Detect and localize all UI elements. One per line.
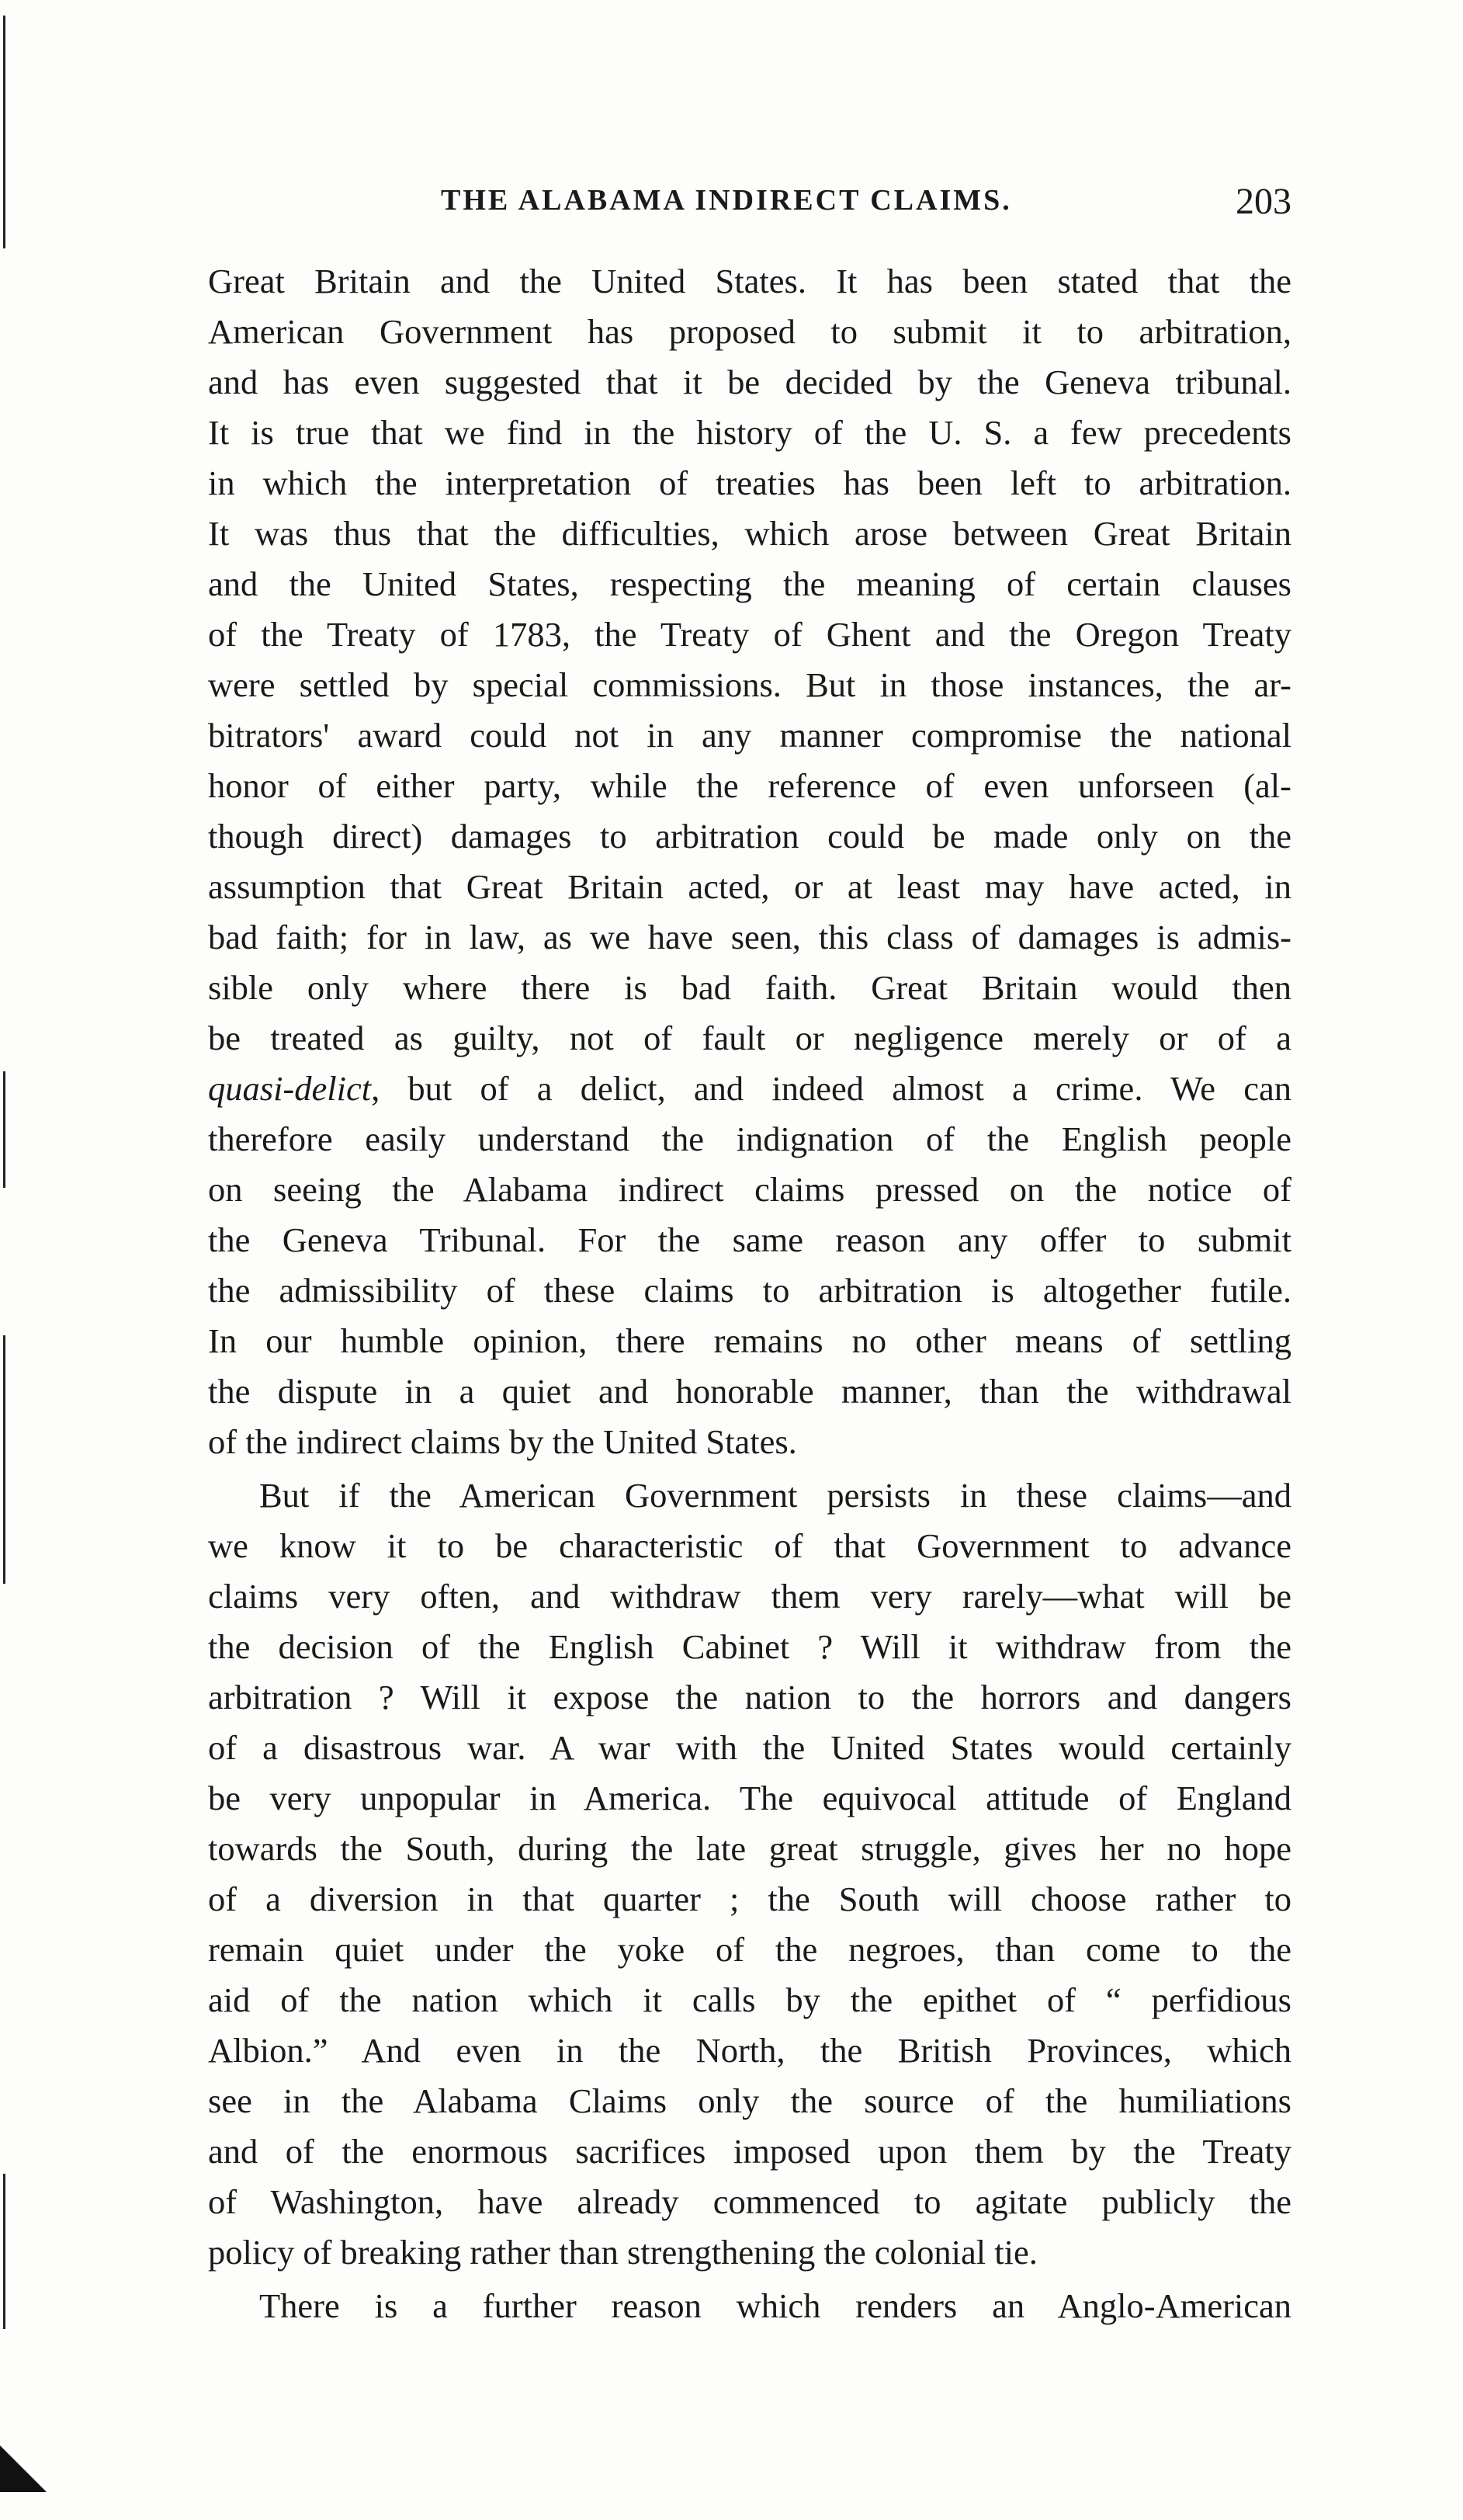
text-line: of a diversion in that quarter ; the South will choose rather to bbox=[208, 1880, 1291, 1918]
text-line: honor of either party, while the reference of even unforseen (al- bbox=[208, 766, 1291, 805]
text-line: bitrators' award could not in any manner compromise the national bbox=[208, 716, 1291, 755]
text-line: of Washington, have already commenced to agitate publicly the bbox=[208, 2182, 1291, 2221]
text-line: the dispute in a quiet and honorable manner, than the withdrawal bbox=[208, 1372, 1291, 1411]
text-line: in which the interpretation of treaties has been left to arbitration. bbox=[208, 463, 1291, 502]
body-text bbox=[208, 256, 1291, 2331]
text-line: be treated as guilty, not of fault or negligence merely or of a bbox=[208, 1019, 1291, 1057]
text-line: therefore easily understand the indignation of the English people bbox=[208, 1119, 1291, 1158]
text-line: bad faith; for in law, as we have seen, this class of damages is admis- bbox=[208, 918, 1291, 956]
text-line: policy of breaking rather than strengthening the colonial tie. bbox=[208, 2233, 1038, 2272]
text-line: towards the South, during the late great struggle, gives her no hope bbox=[208, 1829, 1291, 1868]
text-line: and the United States, respecting the meaning of certain clauses bbox=[208, 564, 1291, 603]
text-line: of the indirect claims by the United States. bbox=[208, 1422, 797, 1461]
italic-term: quasi-delict bbox=[208, 1069, 372, 1108]
text-line: the Geneva Tribunal. For the same reason any offer to submit bbox=[208, 1220, 1291, 1259]
running-head bbox=[208, 180, 1291, 230]
text-line-with-italic bbox=[208, 1064, 1291, 1114]
text-line: we know it to be characteristic of that Government to advance bbox=[208, 1526, 1291, 1565]
text-line: assumption that Great Britain acted, or at least may have acted, in bbox=[208, 867, 1291, 906]
paragraph-3 bbox=[208, 2281, 1291, 2331]
text-line: Albion.” And even in the North, the British Provinces, which bbox=[208, 2031, 1291, 2070]
text-line: It is true that we find in the history of the U. S. a few precedents bbox=[208, 413, 1291, 452]
text-line: There is a further reason which renders an Anglo-American bbox=[259, 2286, 1291, 2325]
page-corner-shadow bbox=[0, 2445, 47, 2492]
text-line: were settled by special commissions. But in those instances, the ar- bbox=[208, 665, 1291, 704]
text-line: and of the enormous sacrifices imposed upon them by the Treaty bbox=[208, 2132, 1291, 2171]
text-line: and has even suggested that it be decided by the Geneva tribunal. bbox=[208, 363, 1291, 401]
text-line: of the Treaty of 1783, the Treaty of Ghent and the Oregon Treaty bbox=[208, 615, 1291, 654]
paragraph-1 bbox=[208, 256, 1291, 1467]
text-line: of a disastrous war. A war with the United States would certainly bbox=[208, 1728, 1291, 1767]
text-line: the admissibility of these claims to arbitration is altogether futile. bbox=[208, 1271, 1291, 1310]
text-line: on seeing the Alabama indirect claims pressed on the notice of bbox=[208, 1170, 1291, 1209]
running-title: THE ALABAMA INDIRECT CLAIMS. bbox=[441, 184, 1012, 217]
text-line: In our humble opinion, there remains no other means of settling bbox=[208, 1321, 1291, 1360]
text-line: But if the American Government persists in these claims—and bbox=[259, 1476, 1291, 1515]
text-line: see in the Alabama Claims only the source of the humiliations bbox=[208, 2081, 1291, 2120]
text-line: the decision of the English Cabinet ? Will it withdraw from the bbox=[208, 1627, 1291, 1666]
text-line: sible only where there is bad faith. Great Britain would then bbox=[208, 968, 1291, 1007]
text-line-rest: , but of a delict, and indeed almost a crime. We can bbox=[371, 1069, 1291, 1108]
text-line: arbitration ? Will it expose the nation to the horrors and dangers bbox=[208, 1678, 1291, 1716]
text-line: It was thus that the difficulties, which arose between Great Britain bbox=[208, 514, 1291, 553]
text-line: claims very often, and withdraw them very rarely—what will be bbox=[208, 1577, 1291, 1616]
binding-edge bbox=[0, 0, 12, 2520]
text-line: American Government has proposed to submit it to arbitration, bbox=[208, 312, 1291, 351]
text-line: be very unpopular in America. The equivocal attitude of England bbox=[208, 1779, 1291, 1817]
paragraph-2 bbox=[208, 1470, 1291, 2278]
text-line: Great Britain and the United States. It has been stated that the bbox=[208, 262, 1291, 300]
page-number: 203 bbox=[1236, 181, 1291, 222]
text-line: though direct) damages to arbitration could be made only on the bbox=[208, 817, 1291, 856]
text-line: aid of the nation which it calls by the epithet of “ perfidious bbox=[208, 1980, 1291, 2019]
text-line: remain quiet under the yoke of the negroes, than come to the bbox=[208, 1930, 1291, 1969]
